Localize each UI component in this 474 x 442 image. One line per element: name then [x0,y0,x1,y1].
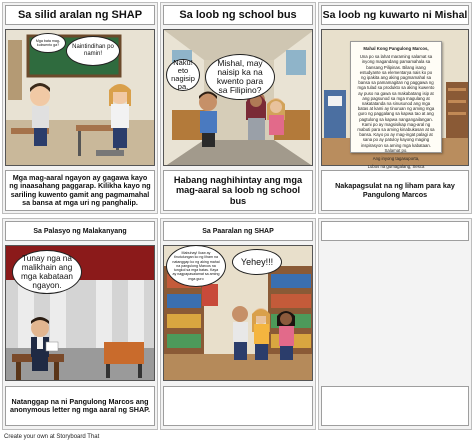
panel-1-bubble-teacher: Mga bata mag-kukwento ga? [30,33,66,53]
letter-greeting: Mahal Kong Pangulong Marcos, [363,46,429,51]
panel-5-caption [163,386,313,426]
panel-1-caption: Mga mag-aaral ngayon ay gagawa kayo ng inaasahang paggarap. Kilikha kayo ng sariling kuwento gamit ang pagmamahal sa bansa at mga uri ng panghalip. [5,170,155,211]
panel-3-title: Sa loob ng kuwarto ni Mishal [321,5,469,25]
letter-signature: Lubos na gumagalang, Sesca [367,164,425,170]
panel-1-title: Sa silid aralan ng SHAP [5,5,155,25]
panel-6-title [321,221,469,241]
storyboard-credit[interactable]: Create your own at Storyboard That [4,434,100,440]
panel-5-bubble-principal: Mabuhay! Ikaw ay tinutulungan ko ng liham na natanggap ko ng aking mahal na pangulong Marcos na tungkol sa mga batas. Kaya ay nagpapasalamat sa aming mga guro [166,245,226,287]
letter-closing: Ang inyong tagasuporta, [372,156,420,162]
panel-5-title: Sa Paaralan ng SHAP [163,221,313,241]
letter-body: Una po sa lahat maraming salamat sa inyong magandang pamamahala sa bansang Pilipinas. Bilang isang estudyante sa elementarya nais ko po ng ipakita ang aking pagmamahal sa bansa sa pamamagitan ng paggawa ng mga tulad sa produkto sa aking kuwento ay puso na gawa sa makabatang isip at ang pagsunod sa mga magulang at nakatatanda na sinusunod ang mga batas at kami ay tinuruan ng aming mga guro ng paggalang sa kapwa tao at ang pagtulong sa kapwa nangangailangan. Kami po ay magsisikap mag-aral ng mabuti para sa aming kinabukasan at sa bansa. Kayo po ay mag-ingat palagi at sana po ay patuloy kayong maging inspirasyon sa aming mga kabataan. Salamat po. [357,54,435,153]
panel-3-caption: Nakapagsulat na ng liham para kay Pangulong Marcos [321,170,469,211]
panel-2-title: Sa loob ng school bus [163,5,313,25]
panel-6-caption [321,386,469,426]
letter-to-president [350,41,442,170]
panel-1-bubble-students: Naintindihan po namin! [66,36,120,66]
panel-4-caption: Natanggap na ni Pangulong Marcos ang anonymous letter ng mga aaral ng SHAP. [5,386,155,426]
panel-2-bubble-boy: Naku! eto nagisip pa. [166,59,200,91]
panel-2-bubble-girl: Mishal, may naisip ka na kwento para sa Filipino? [205,54,275,100]
panel-4-title: Sa Palasyo ng Malakanyang [5,221,155,241]
panel-4-bubble-president: Tunay nga na malikhain ang mga kabataan ngayon. [12,250,82,294]
panel-5-bubble-students: Yehey!!! [232,249,282,275]
panel-2-caption: Habang naghihintay ang mga mag-aaral sa loob ng school bus [163,170,313,211]
